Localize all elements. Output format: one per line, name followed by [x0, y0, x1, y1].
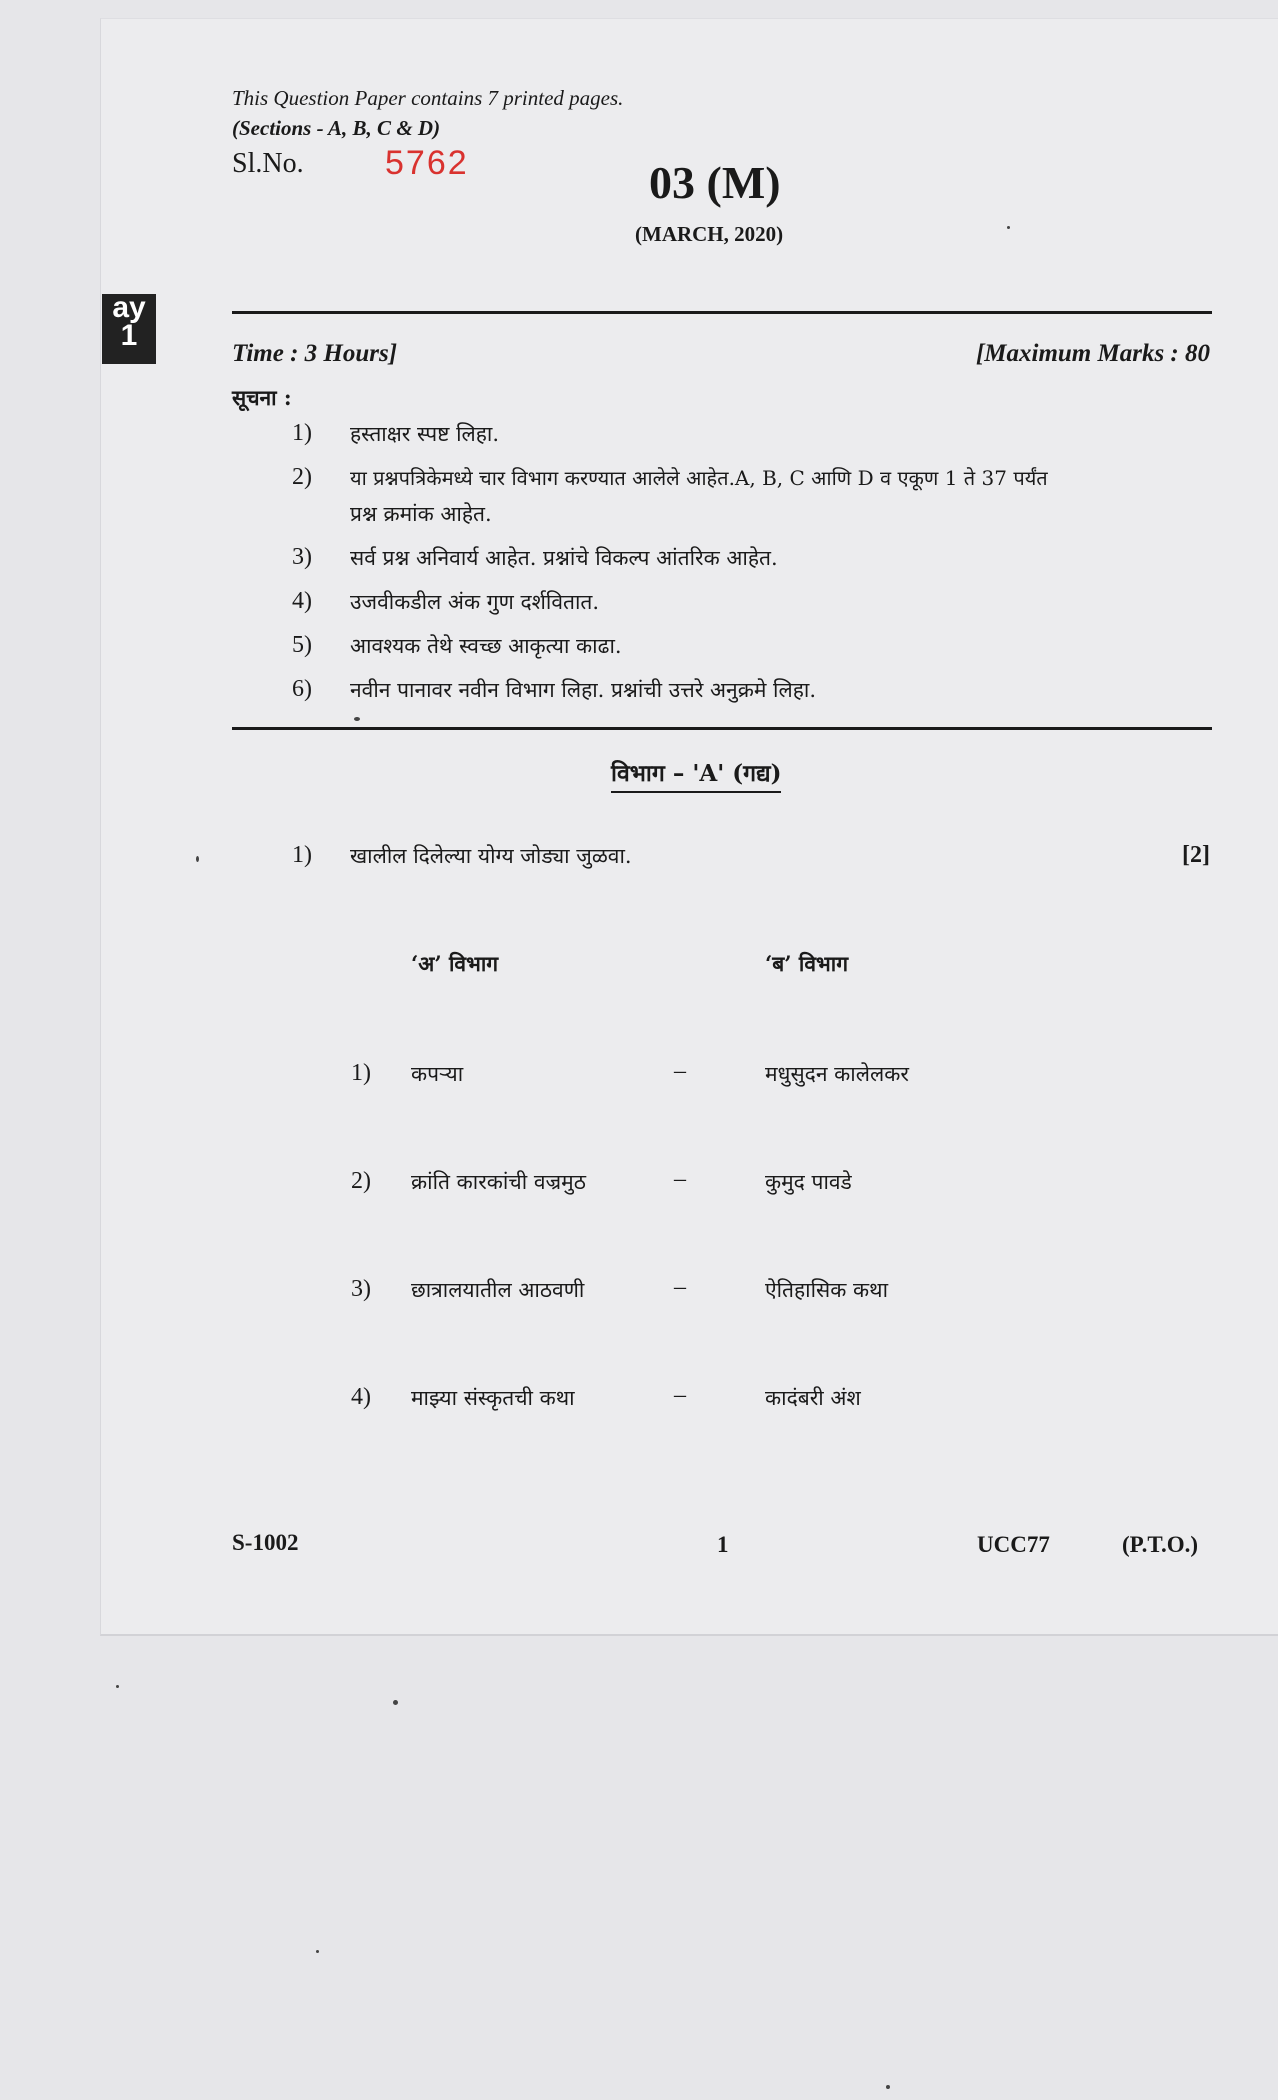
- instruction-number: 2): [292, 464, 312, 490]
- question-number: 1): [292, 842, 312, 868]
- instruction-text: आवश्यक तेथे स्वच्छ आकृत्या काढा.: [350, 634, 622, 658]
- time-allowed: Time : 3 Hours]: [232, 340, 398, 367]
- pages-note: This Question Paper contains 7 printed pages.: [232, 86, 624, 110]
- paper-code: 03 (M): [649, 157, 781, 208]
- page-sheet: [100, 18, 1278, 1636]
- pair-number: 2): [351, 1168, 371, 1194]
- instruction-text: नवीन पानावर नवीन विभाग लिहा. प्रश्नांची उत्तरे अनुक्रमे लिहा.: [350, 678, 817, 702]
- page-tab-marker: [102, 291, 156, 364]
- pair-dash: –: [674, 1382, 686, 1408]
- pair-column-b: ऐतिहासिक कथा: [765, 1278, 889, 1302]
- instruction-text: उजवीकडील अंक गुण दर्शवितात.: [350, 590, 600, 614]
- scan-speck: [196, 856, 199, 862]
- scan-speck: [886, 2085, 890, 2089]
- pair-column-a: माझ्या संस्कृतची कथा: [411, 1386, 575, 1410]
- footer-paper-code: S-1002: [232, 1530, 299, 1555]
- pair-dash: –: [674, 1058, 686, 1084]
- instructions-title: सूचना :: [232, 385, 292, 410]
- instruction-number: 5): [292, 632, 312, 658]
- tab-marker-line2: 1: [120, 319, 138, 352]
- instruction-number: 1): [292, 420, 312, 446]
- instruction-text: हस्ताक्षर स्पष्ट लिहा.: [350, 422, 500, 446]
- serial-number: 5762: [385, 144, 469, 182]
- scan-speck: [354, 717, 360, 721]
- paper-date: (MARCH, 2020): [635, 222, 784, 246]
- serial-label: Sl.No.: [232, 148, 304, 179]
- section-a-heading: विभाग – 'A' (गद्य): [611, 756, 781, 793]
- instruction-text-continued: प्रश्न क्रमांक आहेत.: [350, 502, 492, 526]
- pair-column-a: क्रांति कारकांची वज्रमुठ: [411, 1170, 586, 1194]
- sections-note: (Sections - A, B, C & D): [232, 116, 441, 140]
- pair-number: 4): [351, 1384, 371, 1410]
- pair-column-b: कादंबरी अंश: [765, 1386, 861, 1410]
- scan-speck: [116, 1685, 119, 1688]
- instruction-number: 4): [292, 588, 312, 614]
- question-text: खालील दिलेल्या योग्य जोड्या जुळवा.: [350, 844, 632, 868]
- instruction-text: या प्रश्नपत्रिकेमध्ये चार विभाग करण्यात आलेले आहेत.A, B, C आणि D व एकूण 1 ते 37 पर्यंत: [350, 466, 1048, 490]
- footer-pto: (P.T.O.): [1122, 1532, 1199, 1557]
- footer-ucc-code: UCC77: [977, 1532, 1050, 1557]
- pair-number: 3): [351, 1276, 371, 1302]
- instruction-text: सर्व प्रश्न अनिवार्य आहेत. प्रश्नांचे विकल्प आंतरिक आहेत.: [350, 546, 778, 570]
- maximum-marks: [Maximum Marks : 80: [975, 340, 1210, 367]
- pair-dash: –: [674, 1166, 686, 1192]
- footer-page-number: 1: [717, 1532, 729, 1557]
- instructions-bottom-rule: [232, 727, 1212, 730]
- question-marks: [2]: [1182, 842, 1210, 868]
- pair-dash: –: [674, 1274, 686, 1300]
- pair-column-b: कुमुद पावडे: [765, 1170, 852, 1194]
- column-a-heading: ‘अ’ विभाग: [411, 951, 499, 976]
- tab-marker-line1: ay: [112, 291, 146, 324]
- scan-speck: [1007, 226, 1010, 229]
- scan-speck: [393, 1700, 398, 1705]
- instruction-number: 6): [292, 676, 312, 702]
- scan-speck: [316, 1950, 319, 1953]
- instruction-number: 3): [292, 544, 312, 570]
- pair-column-a: कपऱ्या: [411, 1062, 464, 1086]
- pair-column-b: मधुसुदन कालेलकर: [765, 1062, 909, 1086]
- column-b-heading: ‘ब’ विभाग: [765, 951, 849, 976]
- pair-number: 1): [351, 1060, 371, 1086]
- top-rule: [232, 311, 1212, 314]
- pair-column-a: छात्रालयातील आठवणी: [411, 1278, 585, 1302]
